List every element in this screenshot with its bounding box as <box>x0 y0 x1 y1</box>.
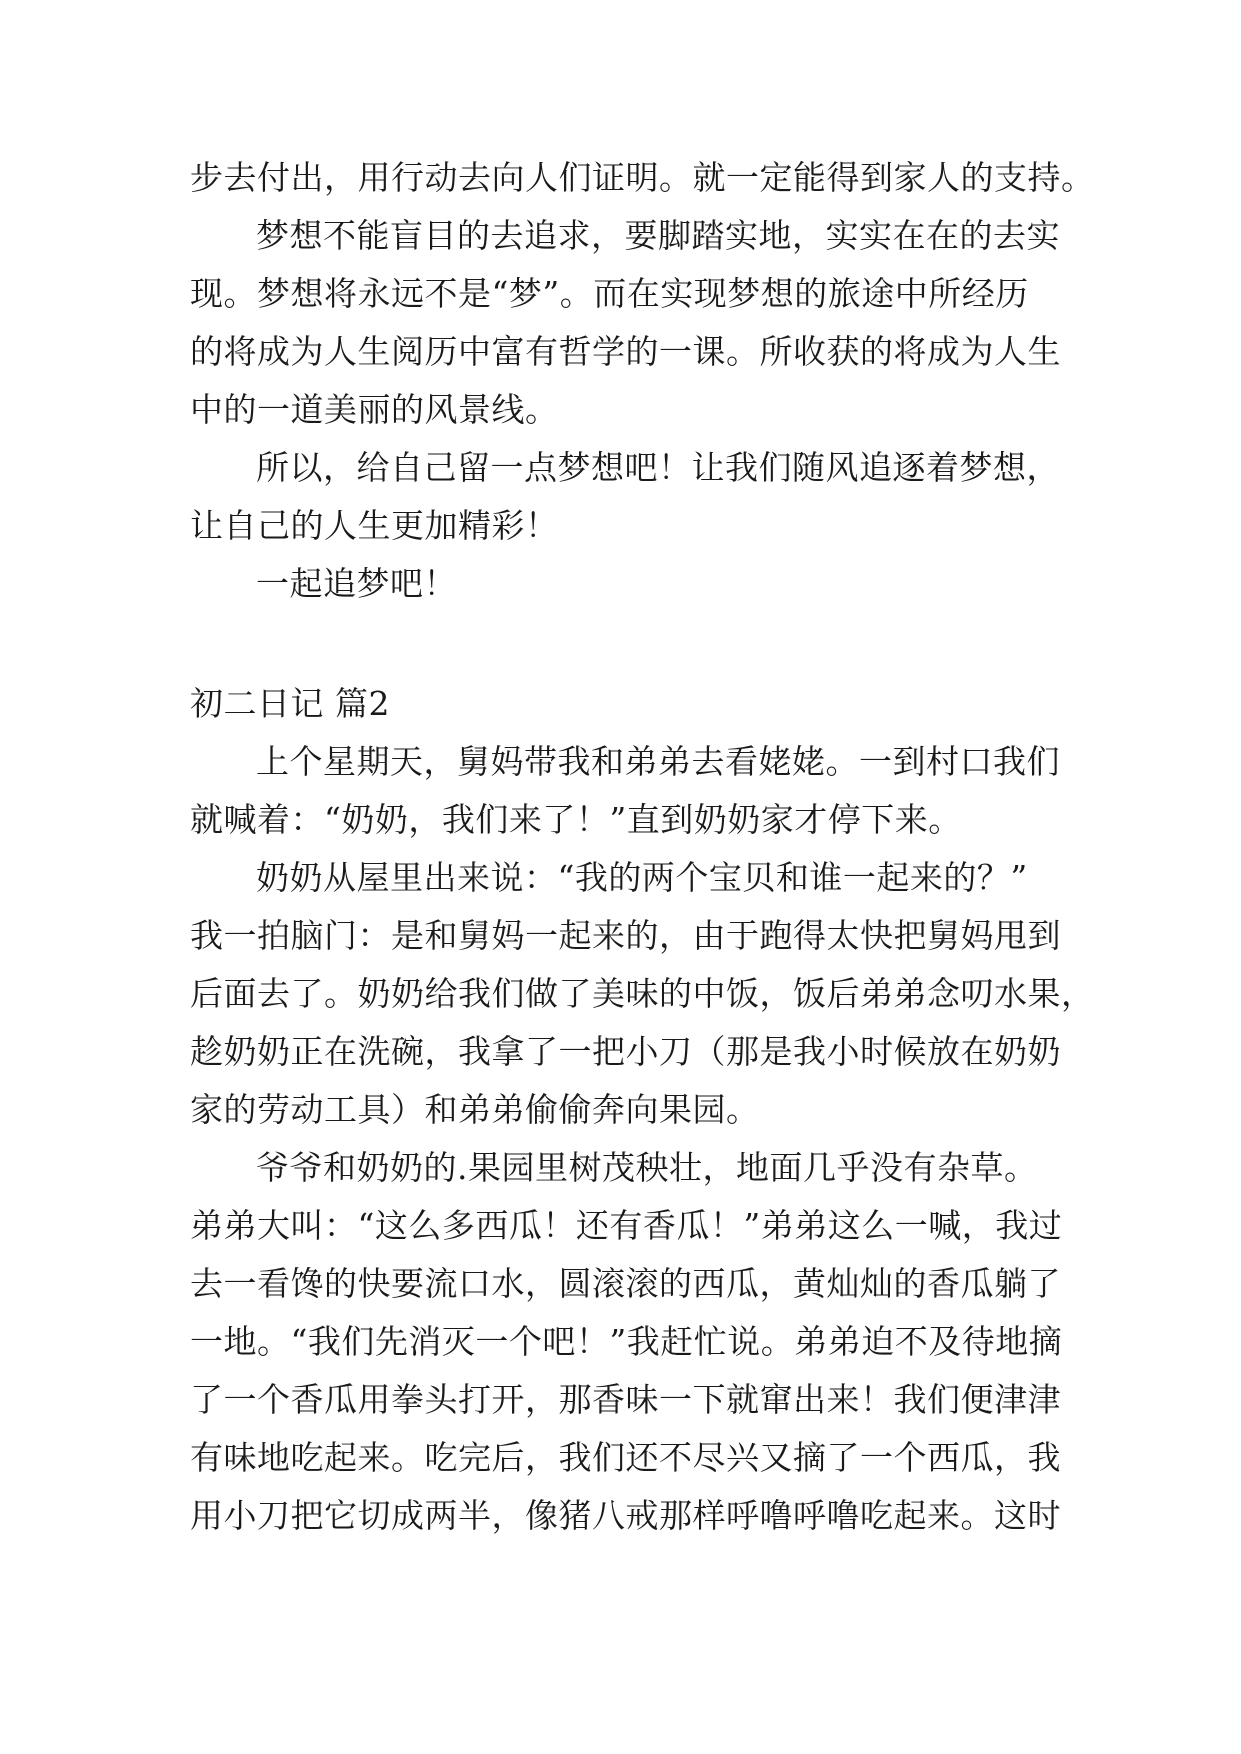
text-line: 有味地吃起来。吃完后，我们还不尽兴又摘了一个西瓜，我 <box>190 1438 1061 1477</box>
text-line: 所以，给自己留一点梦想吧！让我们随风追逐着梦想， <box>256 448 1060 487</box>
text-line: 趁奶奶正在洗碗，我拿了一把小刀（那是我小时候放在奶奶 <box>190 1032 1061 1071</box>
text-line: 步去付出，用行动去向人们证明。就一定能得到家人的支持。 <box>190 158 1095 197</box>
text-line: 了一个香瓜用拳头打开，那香味一下就窜出来！我们便津津 <box>190 1380 1061 1419</box>
text-line: 用小刀把它切成两半，像猪八戒那样呼噜呼噜吃起来。这时 <box>190 1496 1061 1535</box>
text-line: 的将成为人生阅历中富有哲学的一课。所收获的将成为人生 <box>190 332 1061 371</box>
text-line: 现。梦想将永远不是“梦”。而在实现梦想的旅途中所经历 <box>190 274 1029 313</box>
text-line: 一地。“我们先消灭一个吧！”我赶忙说。弟弟迫不及待地摘 <box>190 1322 1063 1361</box>
text-line: 后面去了。奶奶给我们做了美味的中饭，饭后弟弟念叨水果， <box>190 974 1095 1013</box>
text-line: 家的劳动工具）和弟弟偷偷奔向果园。 <box>190 1090 760 1129</box>
text-line: 弟弟大叫：“这么多西瓜！还有香瓜！”弟弟这么一喊，我过 <box>190 1206 1063 1245</box>
text-line: 奶奶从屋里出来说：“我的两个宝贝和谁一起来的？” <box>256 858 1028 897</box>
text-line: 去一看馋的快要流口水，圆滚滚的西瓜，黄灿灿的香瓜躺了 <box>190 1264 1061 1303</box>
text-line: 爷爷和奶奶的.果园里树茂秧壮，地面几乎没有杂草。 <box>256 1148 1038 1187</box>
text-line: 上个星期天，舅妈带我和弟弟去看姥姥。一到村口我们 <box>256 742 1060 781</box>
text-line: 梦想不能盲目的去追求，要脚踏实地，实实在在的去实 <box>256 216 1060 255</box>
text-line: 我一拍脑门：是和舅妈一起来的，由于跑得太快把舅妈甩到 <box>190 916 1061 955</box>
section-heading: 初二日记 篇2 <box>190 684 390 723</box>
text-line: 让自己的人生更加精彩！ <box>190 506 559 545</box>
text-line: 就喊着：“奶奶，我们来了！”直到奶奶家才停下来。 <box>190 800 962 839</box>
text-line: 中的一道美丽的风景线。 <box>190 390 559 429</box>
text-line: 一起追梦吧！ <box>256 564 457 603</box>
